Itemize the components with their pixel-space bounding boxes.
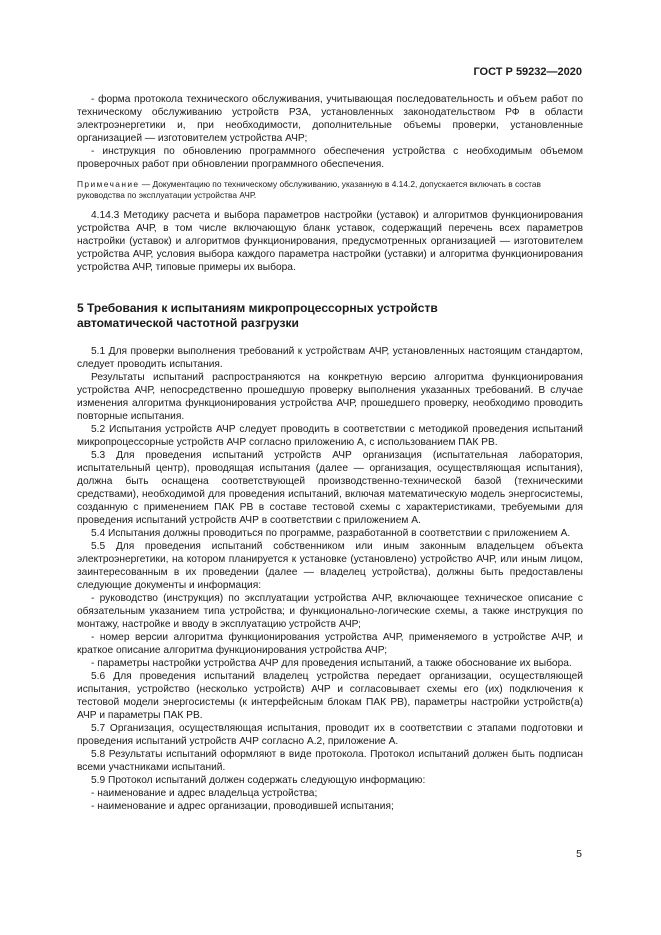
- list-item: - параметры настройки устройства АЧР для проведения испытаний, а также обоснование их выбора.: [91, 658, 572, 669]
- body-paragraph: 5.7 Организация, осуществляющая испытания, проводит их в соответствии с этапами подготовки и проведения испытаний устройств АЧР согласно А.2, приложение А.: [77, 723, 583, 747]
- section-heading: [77, 301, 583, 331]
- list-item: - наименование и адрес владельца устройства;: [91, 788, 318, 799]
- intro-paragraph: - форма протокола технического обслуживания, учитывающая последовательность и объем работ по техническому обслуживанию устройств РЗА, установленных законодательством РФ в области электроэнергетики и, при необходимости, дополнительные объемы проверки, установленные организацией — изготовителем устройства АЧР;: [77, 94, 583, 144]
- list-item: - руководство (инструкция) по эксплуатации устройства АЧР, включающее техническое описание с обязательным указанием типа устройства; и функционально-логические схемы, а также инструкция по монтажу, настройке и вводу в эксплуатацию устройств АЧР;: [77, 593, 583, 630]
- note-label: Примечание: [77, 179, 140, 189]
- page-number: 5: [576, 848, 582, 860]
- section-title-line: 5 Требования к испытаниям микропроцессорных устройств: [77, 301, 438, 315]
- body-paragraph: 5.5 Для проведения испытаний собственником или иным законным владельцем объекта электроэнергетики, на котором планируется к установке (установлено) устройство АЧР, или иным лицом, заинтересованным в их проведении (далее — владелец устройства), должны быть предоставлены следующие документы и информация:: [77, 541, 583, 591]
- body-paragraph: 5.1 Для проверки выполнения требований к устройствам АЧР, установленных настоящим стандартом, следует проводить испытания.: [77, 346, 583, 370]
- list-item: - номер версии алгоритма функционирования устройства АЧР, применяемого в устройстве АЧР, и краткое описание алгоритма функционирования устройства АЧР;: [77, 632, 583, 656]
- body-paragraph: 5.6 Для проведения испытаний владелец устройства передает организации, осуществляющей испытания, устройство (несколько устройств) АЧР и согласовывает схемы его (их) подключения к тестовой модели энергосистемы (к интерфейсным блокам ПАК РВ), параметры настройки устройств(а) АЧР и параметры ПАК РВ.: [77, 671, 583, 721]
- section-title-line: автоматической частотной разгрузки: [77, 316, 299, 330]
- body-paragraph: 5.8 Результаты испытаний оформляют в виде протокола. Протокол испытаний должен быть подписан всеми участниками испытаний.: [77, 749, 583, 773]
- intro-paragraph: - инструкция по обновлению программного обеспечения устройства с необходимым объемом проверочных работ при обновлении программного обеспечения.: [77, 146, 583, 170]
- note-block: [77, 179, 583, 201]
- body-paragraph: 5.9 Протокол испытаний должен содержать следующую информацию:: [91, 775, 426, 786]
- body-paragraph: 5.2 Испытания устройств АЧР следует проводить в соответствии с методикой проведения испытаний микропроцессорные устройств АЧР согласно приложению А, с использованием ПАК РВ.: [77, 424, 583, 448]
- document-body: [77, 93, 583, 813]
- body-paragraph: 5.3 Для проведения испытаний устройств АЧР организация (испытательная лаборатория, испытательный центр), проводящая испытания (далее — организация, осуществляющая испытания), должна быть оснащена соответствующей производственно-технической базой (техническими средствами), необходимой для проведения испытаний, включая математическую модель энергосистемы, созданную с применением ПАК РВ в составе тестовой схемы с характеристиками, требуемыми для проведения испытаний устройств АЧР в соответствии с приложением А.: [77, 450, 583, 526]
- body-paragraph: 5.4 Испытания должны проводиться по программе, разработанной в соответствии с приложением А.: [91, 528, 571, 539]
- note-text: — Документацию по техническому обслуживанию, указанную в 4.14.2, допускается включать в состав руководства по эксплуатации устройства АЧР.: [77, 179, 541, 200]
- list-item: - наименование и адрес организации, проводившей испытания;: [91, 801, 394, 812]
- body-paragraph: Результаты испытаний распространяются на конкретную версию алгоритма функционирования устройства АЧР, непосредственно прошедшую проверку выполнения указанных требований. В случае изменения алгоритма функционирования устройства АЧР, прошедшего проверку, необходимо проводить повторные испытания.: [77, 372, 583, 422]
- paragraph-4-14-3: 4.14.3 Методику расчета и выбора параметров настройки (уставок) и алгоритмов функционирования устройства АЧР, в том числе включающую бланк уставок, содержащий перечень всех параметров настройки (уставок) и алгоритмов функционирования, предусмотренных организацией — изготовителем устройства АЧР, условия выбора каждого параметра настройки (уставки) и алгоритма функционирования устройства АЧР, типовые примеры их выбора.: [77, 210, 583, 273]
- document-code-header: ГОСТ Р 59232—2020: [473, 66, 582, 78]
